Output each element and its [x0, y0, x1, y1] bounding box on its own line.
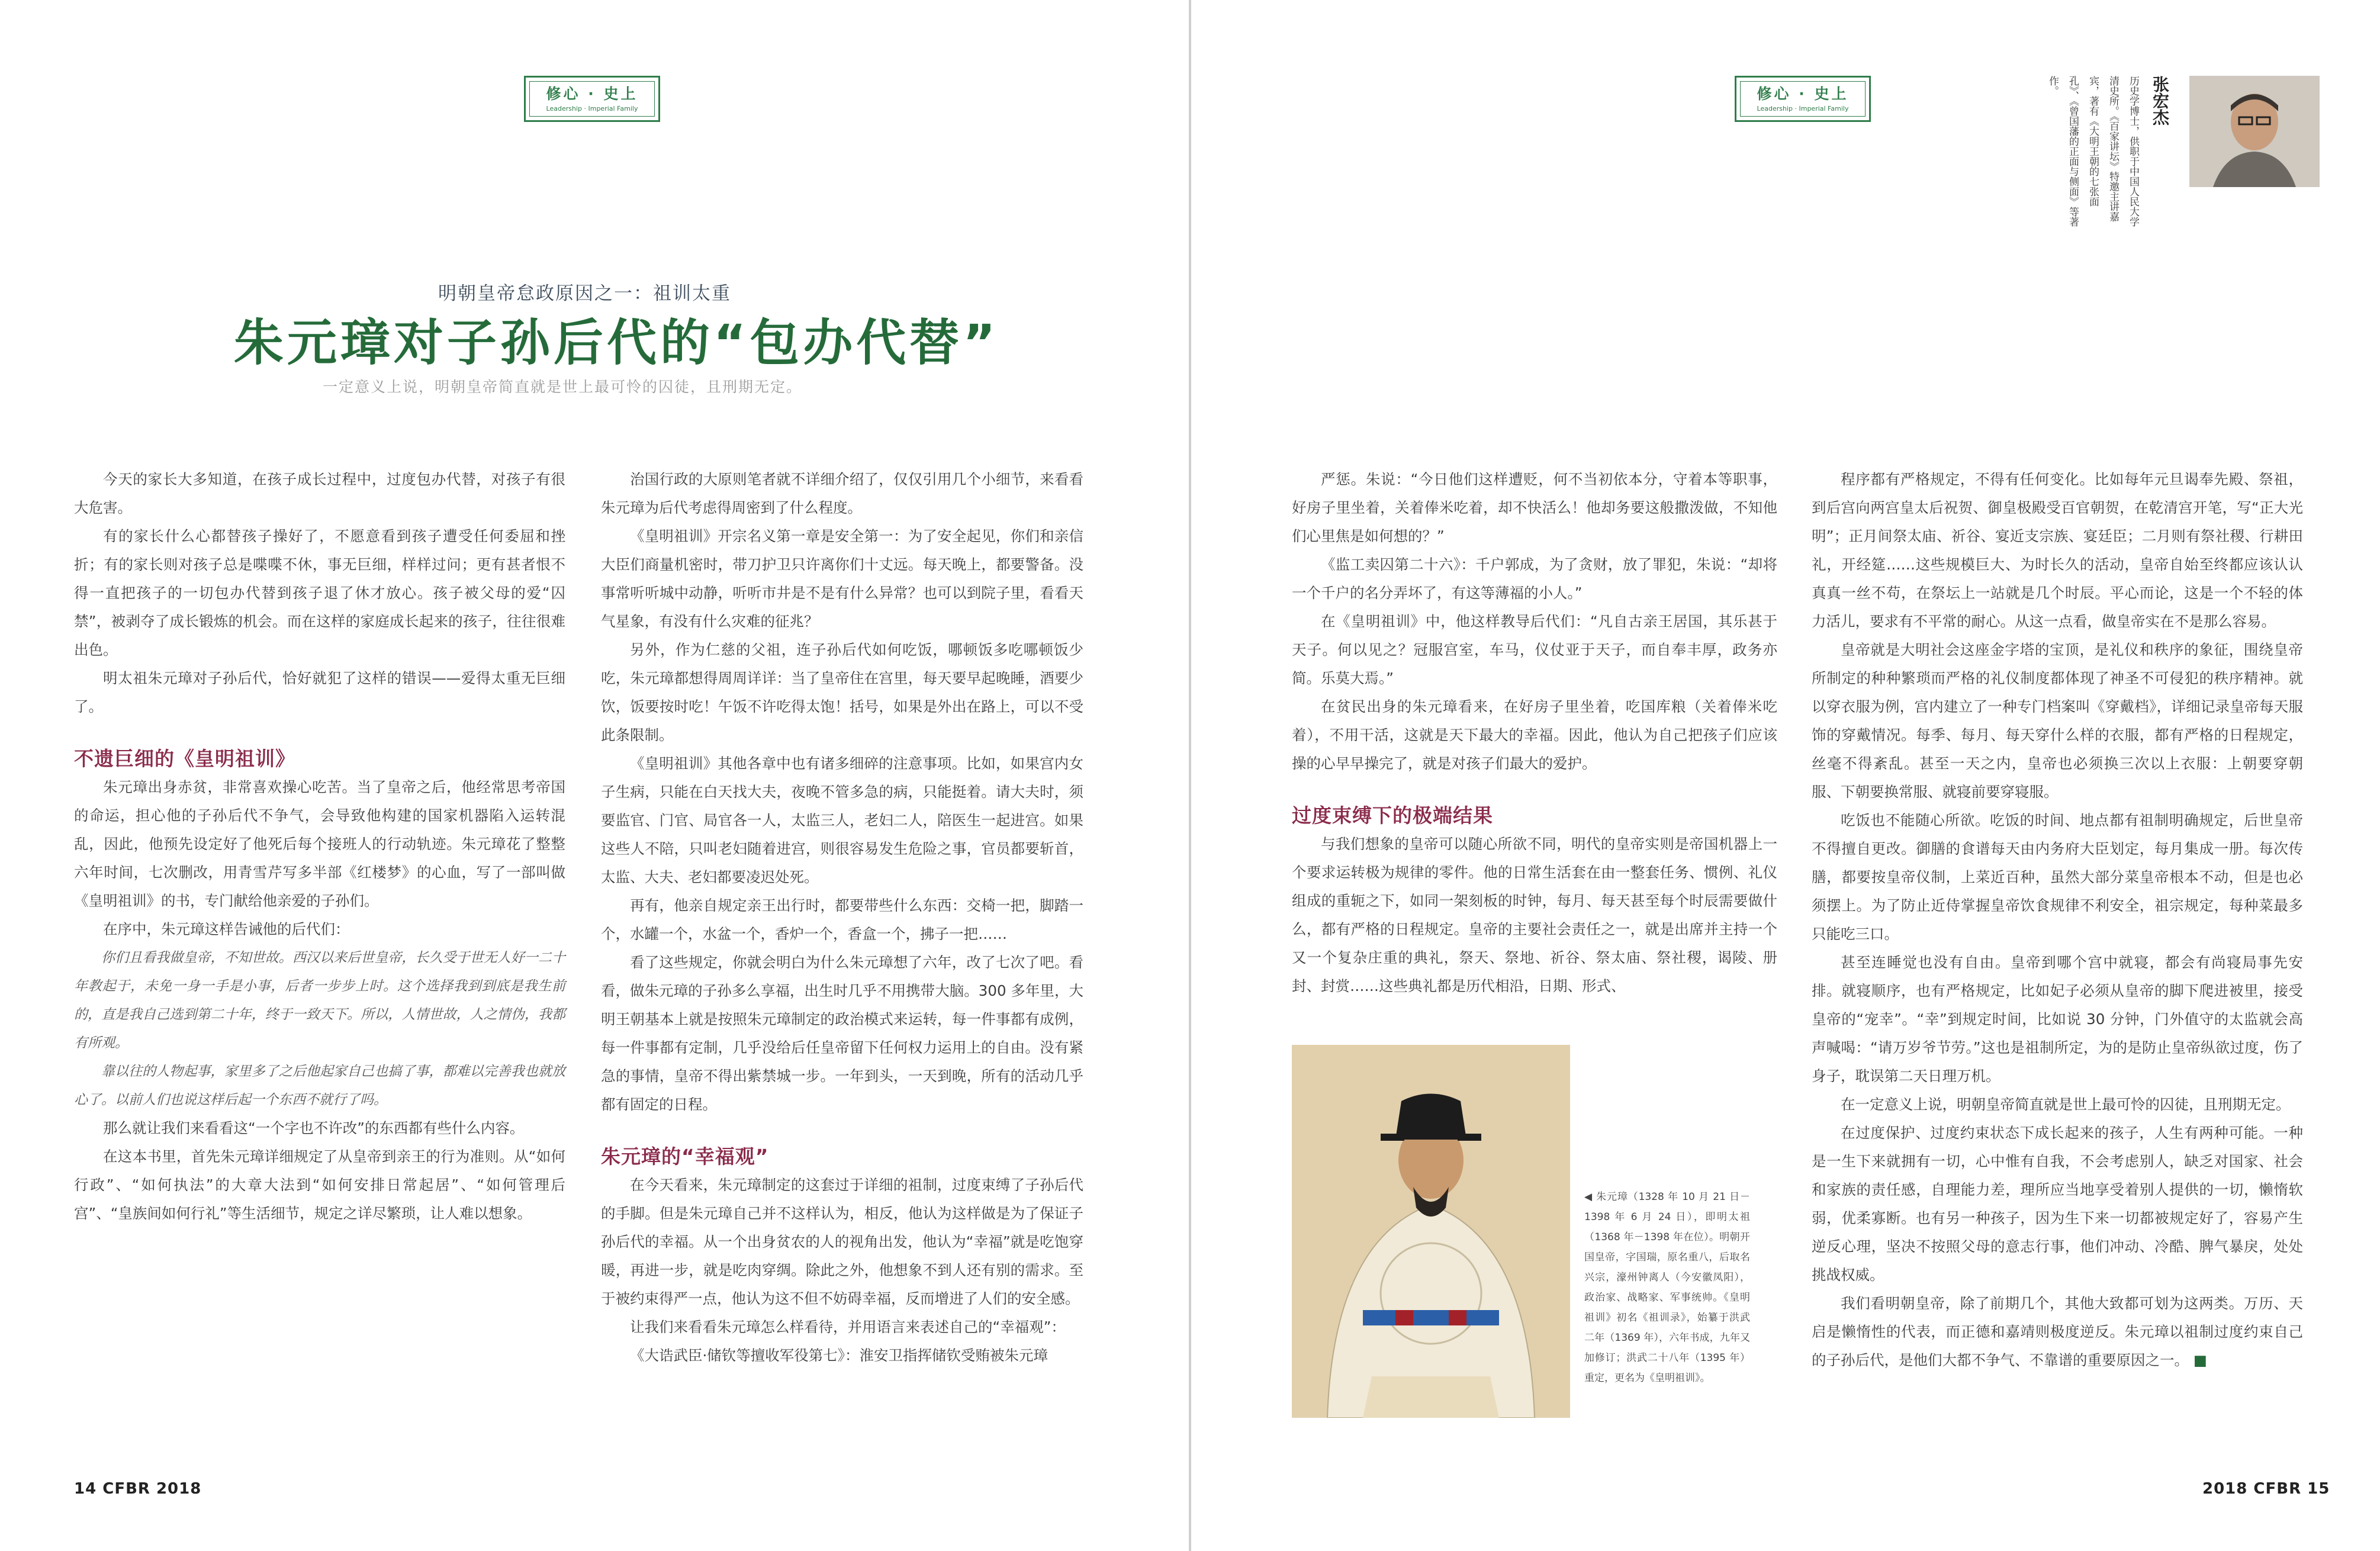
paragraph-text: 我们看明朝皇帝，除了前期几个，其他大致都可划为这两类。万历、天启是懒惰性的代表，而正德和嘉靖则极度逆反。朱元璋以祖制过度约束自己的子孙后代，是他们大都不争气、不靠谱的重要原因之一。: [1812, 1295, 2303, 1369]
paragraph: 在序中，朱元璋这样告诫他的后代们：: [103, 921, 350, 938]
section-heading: 朱元璋的“幸福观”: [601, 1145, 769, 1168]
left-column-2: [601, 465, 1083, 1370]
paragraph: 《皇明祖训》其他各章中也有诸多细碎的注意事项。比如，如果宫内女子生病，只能在白天找大夫，夜晚不管多急的病，只能挺着。请大夫时，须要监官、门官、局官各一人，太监三人，老妇二人，陪医生一起进宫。如果这些人不陪，只叫老妇随着进宫，则很容易发生危险之事，官员都要斩首，太监、大夫、老妇都要凌迟处死。: [601, 755, 1083, 886]
left-column-1: [74, 465, 565, 1228]
paragraph: 严惩。朱说：“今日他们这样遭贬，何不当初依本分，守着本等职事，好房子里坐着，关着俸米吃着，却不快活么！他却务要这般撒泼做，不知他们心里焦是如何想的？”: [1292, 471, 1777, 545]
section-badge: [524, 76, 660, 122]
paragraph: 在贫民出身的朱元璋看来，在好房子里坐着，吃国库粮（关着俸米吃着），不用干活，这就是天下最大的幸福。因此，他认为自己把孩子们应该操的心早早操完了，就是对孩子们最大的爱护。: [1292, 698, 1777, 772]
paragraph: 《监工卖囚第二十六》：千户郭成，为了贪财，放了罪犯，朱说：“却将一个千户的名分弄坏了，有这等薄福的小人。”: [1292, 556, 1777, 601]
author-portrait-illustration: [2189, 76, 2320, 187]
quote-paragraph: 你们且看我做皇帝，不知世故。西汉以来后世皇帝，长久受于世无人好一二十年教起于，未免一身一手是小事，后者一步步上时。这个选择我到到底是我生前的，直是我自己选到第二十年，终于一致天下。所以，人情世故，人之情伪，我都有所观。: [74, 950, 565, 1051]
zhu-yuanzhang-portrait: [1292, 1045, 1570, 1418]
page-number-left: 14 CFBR 2018: [74, 1480, 202, 1498]
section-heading: 不遗巨细的《皇明祖训》: [74, 747, 295, 770]
paragraph: 朱元璋出身赤贫，非常喜欢操心吃苦。当了皇帝之后，他经常思考帝国的命运，担心他的子孙后代不争气，会导致他构建的国家机器陷入运转混乱，因此，他预先设定好了他死后每个接班人的行动轨迹。朱元璋花了整整六年时间，七次删改，用青雪芹写多半部《红楼梦》的心血，写了一部叫做《皇明祖训》的书，专门献给他亲爱的子孙们。: [74, 778, 565, 909]
section-badge-subtitle: Leadership · Imperial Family: [1757, 105, 1849, 112]
quote-paragraph: 靠以往的人物起事，家里多了之后他起家自己也搞了事，都难以完善我也就放心了。以前人们也说这样后起一个东西不就行了吗。: [74, 1064, 565, 1108]
paragraph: 吃饭也不能随心所欲。吃饭的时间、地点都有祖制明确规定，后世皇帝不得擅自更改。御膳的食谱每天由内务府大臣划定，每月集成一册。每次传膳，都要按皇帝仪制，上菜近百种，虽然大部分菜皇帝根本不动，但是也必须摆上。为了防止近侍掌握皇帝饮食规律不利安全，祖宗规定，每种菜最多只能吃三口。: [1812, 812, 2303, 942]
author-photo: [2189, 76, 2320, 187]
section-badge-title: 修心 · 史上: [1757, 85, 1849, 102]
paragraph: 有的家长什么心都替孩子操好了，不愿意看到孩子遭受任何委屈和挫折；有的家长则对孩子总是喋喋不休，事无巨细，样样过问；更有甚者恨不得一直把孩子的一切包办代替到孩子退了休才放心。孩子被父母的爱“囚禁”，被剥夺了成长锻炼的机会。而在这样的家庭成长起来的孩子，往往很难出色。: [74, 527, 565, 658]
article-deck: 一定意义上说，明朝皇帝简直就是世上最可怜的囚徒，且刑期无定。: [323, 378, 803, 395]
paragraph: 在过度保护、过度约束状态下成长起来的孩子，人生有两种可能。一种是一生下来就拥有一切，心中惟有自我，不会考虑别人，缺乏对国家、社会和家族的责任感，自理能力差，理所应当地享受着别人提供的一切，懒惰软弱，优柔寡断。也有另一种孩子，因为生下来一切都被规定好了，容易产生逆反心理，坚决不按照父母的意志行事，他们冲动、冷酷、脾气暴戾，处处挑战权威。: [1812, 1124, 2303, 1283]
paragraph: 在一定意义上说，明朝皇帝简直就是世上最可怜的囚徒，且刑期无定。: [1841, 1096, 2291, 1113]
author-name: 张宏杰: [2150, 76, 2170, 126]
section-badge-subtitle: Leadership · Imperial Family: [546, 105, 638, 112]
paragraph: 《皇明祖训》开宗名义第一章是安全第一：为了安全起见，你们和亲信大臣们商量机密时，带刀护卫只许离你们十丈远。每天晚上，都要警备。没事常听听城中动静，听听市井是不是有什么异常？也可以到院子里，看看天气星象，有没有什么灾难的征兆？: [601, 527, 1083, 630]
paragraph: 再有，他亲自规定亲王出行时，都要带些什么东西：交椅一把，脚踏一个，水罐一个，水盆一个，香炉一个，香盒一个，拂子一把……: [601, 897, 1083, 942]
author-bio: 历史学博士，供职于中国人民大学清史所。《百家讲坛》特邀主讲嘉宾，著有《大明王朝的七张面孔》、《曾国藩的正面与侧面》等著作。: [2047, 76, 2139, 227]
paragraph: 看了这些规定，你就会明白为什么朱元璋想了六年，改了七次了吧。看看，做朱元璋的子孙多么享福，出生时几乎不用携带大脑。300 多年里，大明王朝基本上就是按照朱元璋制定的政治模式来运转，每一件事都有成例，每一件事都有定制，几乎没给后任皇帝留下任何权力运用上的自由。没有紧急的事情，皇帝不得出紫禁城一步。一年到头，一天到晚，所有的活动几乎都有固定的日程。: [601, 954, 1083, 1113]
left-page: [0, 0, 1184, 1551]
paragraph: 皇帝就是大明社会这座金字塔的宝顶，是礼仪和秩序的象征，围绕皇帝所制定的种种繁琐而严格的礼仪制度都体现了神圣不可侵犯的秩序精神。就以穿衣服为例，宫内建立了一种专门档案叫《穿戴档》，详细记录皇帝每天服饰的穿戴情况。每季、每月、每天穿什么样的衣服，都有严格的日程规定，丝毫不得紊乱。甚至一天之内，皇帝也必须换三次以上衣服：上朝要穿朝服、下朝要换常服、就寝前要穿寝服。: [1812, 641, 2303, 800]
page-spine: [1189, 0, 1191, 1551]
paragraph: 明太祖朱元璋对子孙后代，恰好就犯了这样的错误——爱得太重无巨细了。: [74, 670, 565, 715]
paragraph: 今天的家长大多知道，在孩子成长过程中，过度包办代替，对孩子有很大危害。: [74, 471, 565, 516]
emperor-portrait-illustration: [1292, 1045, 1570, 1418]
paragraph: 《大诰武臣·储钦等擅收军役第七》：淮安卫指挥储钦受贿被朱元璋: [630, 1347, 1049, 1364]
right-column-2: [1812, 465, 2303, 1375]
page-number-right: 2018 CFBR 15: [2202, 1480, 2330, 1498]
paragraph: 让我们来看看朱元璋怎么样看待，并用语言来表述自己的“幸福观”：: [630, 1318, 1066, 1336]
paragraph: 甚至连睡觉也没有自由。皇帝到哪个宫中就寝，都会有尚寝局事先安排。就寝顺序，也有严格规定，比如妃子必须从皇帝的脚下爬进被里，接受皇帝的“宠幸”。“幸”到规定时间，比如说 30 分钟，门外值守的太监就会高声喊喝：“请万岁爷节劳。”这也是祖制所定，为的是防止皇帝纵欲过度，伤了身子，耽误第二天日理万机。: [1812, 954, 2303, 1085]
paragraph: 程序都有严格规定，不得有任何变化。比如每年元旦谒奉先殿、祭祖，到后宫向两宫皇太后祝贺、御皇极殿受百官朝贺，在乾清宫开笔，写“正大光明”；正月间祭太庙、祈谷、宴近支宗族、宴廷臣；二月则有祭社稷、行耕田礼，开经筵……这些规模巨大、为时长久的活动，皇帝自始至终都应该认认真真一丝不苟，在祭坛上一站就是几个时辰。平心而论，这是一个不轻的体力活儿，要求有不平常的耐心。从这一点看，做皇帝实在不是那么容易。: [1812, 471, 2303, 630]
paragraph: 那么就让我们来看看这“一个字也不许改”的东西都有些什么内容。: [103, 1119, 525, 1137]
section-heading: 过度束缚下的极端结果: [1292, 804, 1493, 827]
portrait-caption: ◀ 朱元璋（1328 年 10 月 21 日－1398 年 6 月 24 日），即明太祖（1368 年－1398 年在位）。明朝开国皇帝，字国瑞，原名重八，后取名兴宗，濠州钟离人（今安徽凤阳），政治家、战略家、军事统帅。《皇明祖训》初名《祖训录》，始纂于洪武二年（1369 年），六年书成，九年又加修订；洪武二十八年（1395 年）重定，更名为《皇明祖训》。: [1584, 1191, 1750, 1384]
paragraph: 在这本书里，首先朱元璋详细规定了从皇帝到亲王的行为准则。从“如何行政”、“如何执法”的大章大法到“如何安排日常起居”、“如何管理后宫”、“皇族间如何行礼”等生活细节，规定之详尽繁琐，让人难以想象。: [74, 1148, 565, 1222]
right-column-1: [1292, 465, 1777, 1000]
paragraph: 另外，作为仁慈的父祖，连子孙后代如何吃饭，哪顿饭多吃哪顿饭少吃，朱元璋都想得周周详详：当了皇帝住在宫里，每天要早起晚睡，酒要少饮，饭要按时吃！午饭不许吃得太饱！括号，如果是外出在路上，可以不受此条限制。: [601, 641, 1083, 744]
paragraph: 在《皇明祖训》中，他这样教导后代们：“凡自古亲王居国，其乐甚于天子。何以见之？冠服宫室，车马，仪仗亚于天子，而自奉丰厚，政务亦简。乐莫大焉。”: [1292, 613, 1777, 687]
section-badge: [1735, 76, 1871, 122]
paragraph: [1812, 1289, 2303, 1375]
article-kicker: 明朝皇帝怠政原因之一：祖训太重: [438, 283, 731, 304]
article-headline: 朱元璋对子孙后代的“包办代替”: [234, 314, 999, 372]
paragraph: 与我们想象的皇帝可以随心所欲不同，明代的皇帝实则是帝国机器上一个要求运转极为规律的零件。他的日常生活套在由一整套任务、惯例、礼仪组成的重轭之下，如同一架刻板的时钟，每月、每天甚至每个时辰需要做什么，都有严格的日程规定。皇帝的主要社会责任之一，就是出席并主持一个又一个复杂庄重的典礼，祭天、祭地、祈谷、祭太庙、祭社稷，谒陵、册封、封赏……这些典礼都是历代相沿，日期、形式、: [1292, 835, 1777, 995]
end-mark-icon: ■: [2193, 1352, 2207, 1369]
paragraph: 在今天看来，朱元璋制定的这套过于详细的祖制，过度束缚了子孙后代的手脚。但是朱元璋自己并不这样认为，相反，他认为这样做是为了保证子孙后代的幸福。从一个出身贫农的人的视角出发，他认为“幸福”就是吃饱穿暖，再进一步，就是吃肉穿绸。除此之外，他想象不到人还有别的需求。至于被约束得严一点，他认为这不但不妨碍幸福，反而增进了人们的安全感。: [601, 1176, 1083, 1307]
paragraph: 治国行政的大原则笔者就不详细介绍了，仅仅引用几个小细节，来看看朱元璋为后代考虑得周密到了什么程度。: [601, 471, 1083, 516]
right-page: [1196, 0, 2380, 1551]
section-badge-title: 修心 · 史上: [546, 85, 638, 102]
